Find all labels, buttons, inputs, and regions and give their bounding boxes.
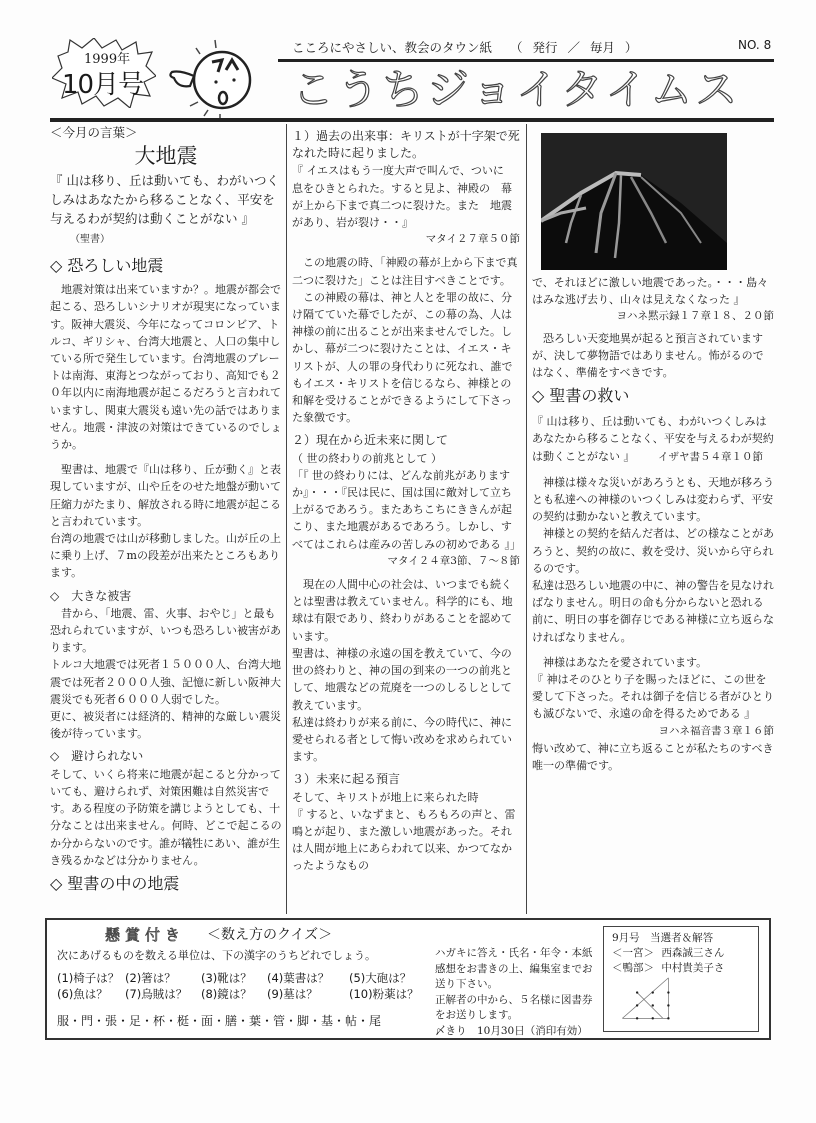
paragraph: 更に、被災者には経済的、精神的な厳しい震災後が待っています。 — [50, 710, 281, 741]
scripture-quote: 『 イエスはもう一度大声で叫んで、ついに 息をひきとられた。すると見よ、神殿の 幕が上から下まで真二つに裂けた。また 地震があり、岩が裂け・・』 — [292, 164, 515, 230]
scripture-reference: イザヤ書５４章１０節 — [658, 450, 763, 463]
header-rule — [278, 59, 774, 62]
scripture-quote: 『 すると、いなずまと、もろもろの声と、雷鳴とが起り、また激しい地震があった。それは人間が地上にあらわれて以来、かつてなかったようなもの — [292, 807, 516, 873]
mountain-photo — [541, 133, 727, 270]
scripture-reference: ヨハネ黙示録１７章１８、２０節 — [616, 310, 774, 323]
quiz-submission-info — [435, 946, 593, 1039]
prize-info: 正解者の中から、５名様に図書券をお送りします。 — [435, 993, 593, 1021]
issue-year: 1999年 — [84, 52, 131, 67]
paragraph: 神様との契約を結んだ者は、どの様なことがあろうと、契約の故に、救を受け、災いから守られるのです。 — [532, 527, 774, 575]
section-heading: ◇ 恐ろしい地震 — [50, 256, 164, 276]
issue-month: 10月号 — [62, 70, 144, 100]
quiz-item: (8)鏡は？ — [201, 987, 252, 1001]
section-heading: ◇ 聖書の救い — [532, 386, 630, 406]
paragraph: この地震の時、「神殿の幕が上から下まで真二つに裂けた」ことは注目すべきことです。 — [292, 256, 518, 287]
winner-name: 中村貴美子さ — [661, 962, 725, 974]
prize-label: 懸賞付き — [105, 926, 186, 944]
answers-title: 9月号 当選者＆解答 — [612, 932, 714, 944]
tagline — [292, 38, 732, 56]
quiz-options: 服・門・張・足・杯・梃・面・膳・葉・管・脚・基・帖・尾 — [57, 1014, 382, 1028]
winner-name: 西森誠三さん — [661, 947, 725, 959]
quiz-item: (2)箸は？ — [125, 971, 176, 985]
column-left — [50, 124, 282, 895]
cartoon-face-icon — [160, 36, 265, 121]
subsection-heading: ２）現在から近未来に関して — [292, 433, 449, 448]
word-of-month-label: ＜今月の言葉＞ — [50, 125, 138, 140]
scripture-quote — [532, 413, 774, 466]
mascot-illustration — [160, 36, 265, 121]
subsection-subtitle: （ 世の終わりの前兆として ） — [292, 451, 442, 465]
quote-text: 『 山は移り、丘は動いても、わがいつくしみはあなたから移ることなく、平安を与えるわが契約は動くことがない 』 — [532, 415, 774, 463]
quiz-instruction: 次にあげるものを数える単位は、下の漢字のうちどれでしょう。 — [57, 949, 376, 962]
subsection-heading: ◇ 大きな被害 — [50, 588, 132, 603]
paragraph: 神様はあなたを愛されています。 — [543, 655, 708, 669]
scripture-quote: 「『 世の終わりには、どんな前兆がありますか』・・・『民は民に、国は国に敵対して立ち上がるであろう。またあちこちにききんが起こり、また地震があるであろう。しかし、すべてはこれらは産みの苦しみの初めである 』」 — [292, 468, 521, 551]
subsection-heading: ３）未来に起る預言 — [292, 772, 401, 787]
quiz-header — [105, 924, 332, 945]
paragraph: 悔い改めて、神に立ち返ることが私たちのすべき唯一の準備です。 — [532, 741, 774, 773]
winner-row — [612, 946, 750, 961]
paragraph: そして、いくら将来に地震が起こると分かっていても、避けられず、対策困難は自然災害です。ある程度の予防策を講じようとしても、十分なことは出来ません。何時、どこで起こるのか分からないのです。誰が犠牲にあい、誰が生き残るかなどは分かりません。 — [50, 767, 282, 867]
paragraph: この神殿の幕は、神と人とを罪の故に、分け隔てていた幕でしたが、この幕の為、人は神様の前に出ることが出来ませんでした。しかし、幕が二つに裂けたことは、イエス・キリストが、人の罪の身代わりに死なれ、誰でもイエス・キリストを信じるなら、神様との和解を受けることができるようにして下さった象徴です。 — [292, 290, 513, 425]
paragraph: 私達は恐ろしい地震の中に、神の警告を見なければなりません。明日の命も分からないと恐れる前に、明日の事を御存じである神様に立ち返らなければなりません。 — [532, 579, 774, 644]
quote-source: （聖書） — [70, 234, 110, 246]
quiz-title: ＜数え方のクイズ＞ — [207, 927, 333, 943]
masthead-title: こうちジョイタイムス — [292, 65, 741, 114]
quiz-item: (3)靴は？ — [201, 971, 252, 985]
scripture-reference: マタイ２７章５０節 — [425, 233, 520, 246]
word-of-month-title: 大地震 — [134, 144, 198, 169]
section-heading: ◇ 聖書の中の地震 — [50, 873, 180, 893]
subsection-heading: ◇ 避けられない — [50, 749, 144, 764]
deadline: 〆きり 10月30日（消印有効） — [435, 1024, 588, 1037]
scripture-quote: 『 神はそのひとり子を賜ったほどに、この世を愛して下さった。それは御子を信じる者がひとりも滅びないで、永遠の命を得るためである 』 — [532, 673, 774, 721]
issue-number: NO. 8 — [738, 38, 772, 52]
paragraph: 恐ろしい天変地異が起ると預言されていますが、決して夢物語ではありません。怖がるのではなく、準備をすべきです。 — [532, 331, 764, 380]
quiz-box — [45, 918, 771, 1040]
quiz-item: (7)烏賊は？ — [125, 987, 188, 1001]
quiz-item: (10)粉薬は？ — [349, 987, 419, 1001]
paragraph: 昔から、「地震、雷、火事、おやじ」と最も恐れられていますが、いつも恐ろしい被害があります。 — [50, 606, 281, 655]
column-divider — [526, 124, 527, 914]
issue-badge — [52, 38, 156, 108]
paragraph: 聖書は、地震で『山は移り、丘が動く』と表現していますが、山や丘をのせた地盤が動いて圧縮力がたまり、解放される時に地震が起こると言われています。 — [50, 463, 281, 528]
subsection-heading: １）過去の出来事：キリストが十字架で死なれた時に起りました。 — [292, 129, 520, 161]
winner-area: ＜一宮＞ — [612, 947, 654, 959]
tagline-text: こころにやさしい、教会のタウン紙 — [292, 40, 493, 55]
scripture-quote: で、それほどに激しい地震であった。・・・島々はみな逃げ去り、山々は見えなくなった 』 — [532, 276, 769, 307]
column-divider — [286, 124, 287, 914]
paragraph: 地震対策は出来ていますか？。地震が都会で起こる、恐ろしいシナリオが現実になっています。阪神大震災、今年になってコロンビア、トルコ、ギリシャ、台湾大地震と、人口の集中している所で発生しています。台湾地震のプレートは南海、東海とつながっており、高知でも２０年以内に南海地震が起こるだろうと言われていますし、関東大震災も遠い先の話ではありません。地震・津波の対策はできているのでしょうか。 — [50, 283, 282, 452]
paragraph: そして、キリストが地上に来られた時 — [292, 790, 479, 804]
quiz-item: (9)墓は？ — [267, 987, 318, 1001]
scripture-reference: マタイ２４章3節、７～８節 — [387, 554, 520, 567]
masthead-rule — [50, 118, 774, 122]
quote-text: 『 山は移り、丘は動いても、わがいつくしみはあなたから移ることなく、平安を与えるわが契約は動くことがない 』 — [50, 173, 279, 227]
quiz-item: (5)大砲は？ — [349, 971, 412, 985]
quiz-item: (6)魚は？ — [57, 987, 108, 1001]
paragraph: 台湾の地震では山が移動しました。山が丘の上に乗り上げ、７mの段差が出来たところもあります。 — [50, 532, 281, 580]
paragraph: 聖書は、神様の永遠の国を教えていて、今の世の終わりと、神の国の到来の一つの前兆として、地震などの荒廃を一つのしるしとして教えています。 — [292, 646, 512, 712]
word-of-month-quote — [50, 171, 282, 249]
quiz-items — [57, 970, 427, 1002]
mountain-image-icon — [541, 133, 727, 270]
quiz-item: (1)椅子は？ — [57, 971, 120, 985]
scripture-reference: ヨハネ福音書３章１６節 — [658, 724, 774, 737]
quiz-item: (4)葉書は？ — [267, 971, 330, 985]
winner-row — [612, 961, 750, 976]
paragraph: 私達は終わりが来る前に、今の時代に、神に愛せられる者として悔い改めを求められています。 — [292, 715, 512, 764]
winner-area: ＜鴨部＞ — [612, 962, 654, 974]
previous-answers-box — [603, 926, 759, 1032]
send-info: ハガキに答え・氏名・年令・本紙感想をお書きの上、編集室までお送り下さい。 — [435, 947, 593, 990]
puzzle-answer-diagram-icon — [620, 976, 680, 1022]
paragraph: 現在の人間中心の社会は、いつまでも続くとは聖書は教えていません。科学的にも、地球は有限であり、終わりがあることを認めています。 — [292, 578, 513, 643]
paragraph: 神様は様々な災いがあろうとも、天地が移ろうとも私達への神様のいつくしみは変わらず、平安の契約は動かないと教えています。 — [532, 475, 774, 524]
column-middle — [292, 128, 520, 875]
publication-frequency: （ 発行 ／ 毎月 ） — [510, 40, 638, 55]
column-right — [532, 274, 774, 774]
paragraph: トルコ大地震では死者１５０００人、台湾大地震では死者２０００人強、記憶に新しい阪神大震災でも死者６０００人弱でした。 — [50, 658, 281, 706]
